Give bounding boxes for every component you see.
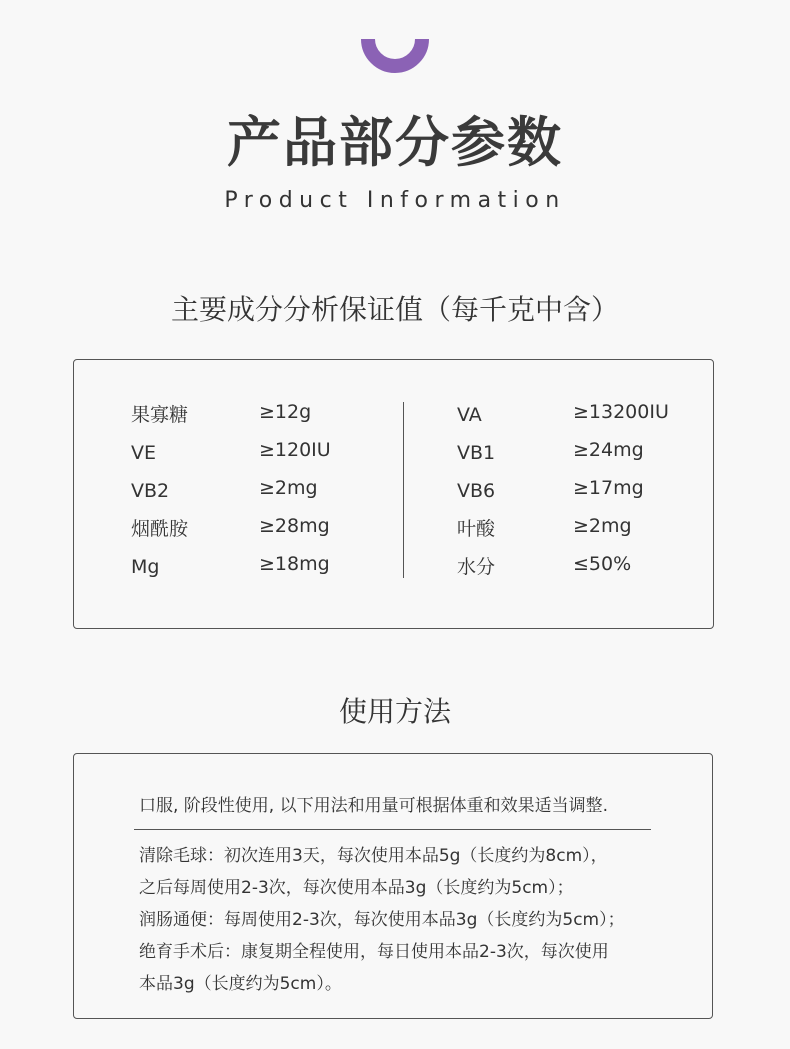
page-title: 产品部分参数 [227,111,563,174]
ingredient-value: ≥13200IU [573,401,669,423]
ingredient-name: Mg [131,556,160,578]
usage-line: 润肠通便：每周使用2-3次，每次使用本品3g（长度约为5cm）； [139,910,625,930]
semicircle-arc-icon [361,39,429,73]
usage-intro: 口服, 阶段性使用, 以下用法和用量可根据体重和效果适当调整. [139,796,609,816]
ingredient-value: ≥120IU [259,439,331,461]
ingredient-value: ≥28mg [259,515,330,537]
ingredient-name: VB1 [457,442,496,464]
column-divider [403,402,404,578]
ingredient-value: ≤50% [573,553,632,575]
ingredient-name: 烟酰胺 [131,518,189,540]
ingredient-value: ≥2mg [573,515,632,537]
page-subtitle: Product Information [224,188,566,213]
ingredient-name: 果寡糖 [131,404,189,426]
usage-line: 绝育手术后：康复期全程使用，每日使用本品2-3次，每次使用 [139,942,609,962]
ingredient-name: VB2 [131,480,170,502]
usage-line: 本品3g（长度约为5cm）。 [139,974,342,994]
ingredient-value: ≥2mg [259,477,318,499]
ingredient-value: ≥17mg [573,477,644,499]
ingredient-name: VA [457,404,482,426]
ingredient-name: 水分 [457,556,496,578]
usage-heading: 使用方法 [338,695,451,728]
ingredient-value: ≥24mg [573,439,644,461]
ingredient-name: 叶酸 [457,518,496,540]
usage-instructions [139,840,625,1000]
ingredient-name: VE [131,442,157,464]
usage-divider [134,829,651,830]
ingredient-value: ≥12g [259,401,312,423]
ingredient-value: ≥18mg [259,553,330,575]
usage-line: 清除毛球：初次连用3天，每次使用本品5g（长度约为8cm）， [139,846,608,866]
ingredient-name: VB6 [457,480,496,502]
ingredients-heading: 主要成分分析保证值（每千克中含） [170,293,619,326]
usage-line: 之后每周使用2-3次，每次使用本品3g（长度约为5cm）； [139,878,574,898]
